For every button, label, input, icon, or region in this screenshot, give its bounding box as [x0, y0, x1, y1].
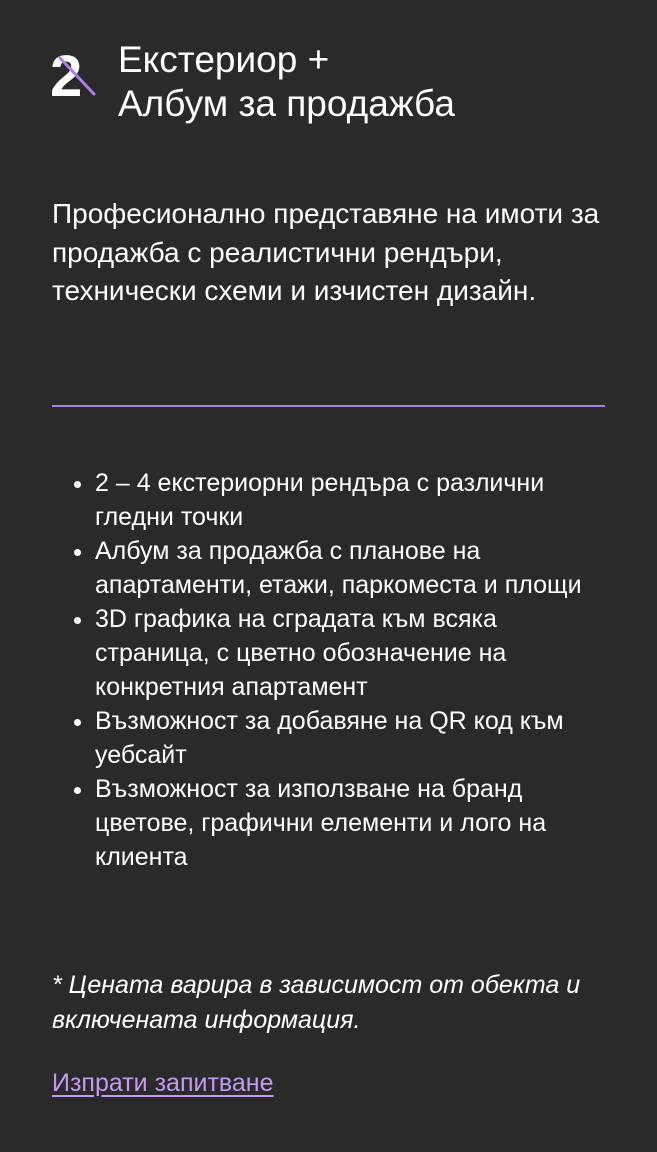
list-item: • 3D графика на сградата към всяка страница, с цветно обозначение на конкретния апартамент: [95, 602, 592, 704]
card-title: [118, 38, 455, 126]
card-description: Професионално представяне на имоти за продажба с реалистични рендъри, технически схеми и изчистен дизайн.: [52, 198, 600, 306]
step-number: 2: [50, 44, 83, 109]
card-title-line-2: Албум за продажба: [118, 83, 455, 124]
list-item: • Възможност за използване на бранд цветове, графични елементи и лого на клиента: [95, 772, 592, 874]
list-item: • 2 – 4 екстериорни рендъра с различни гледни точки: [95, 466, 592, 534]
card-title-line-1: Екстериор +: [118, 39, 330, 80]
strike-slash-icon: [54, 54, 100, 98]
divider: [52, 405, 605, 407]
step-number-badge: [50, 40, 102, 110]
list-item: • Албум за продажба с планове на апартаменти, етажи, паркоместа и площи: [95, 534, 592, 602]
price-note: * Цената варира в зависимост от обекта и включената информация.: [52, 971, 581, 1034]
feature-list: [52, 466, 592, 874]
send-inquiry-link[interactable]: Изпрати запитване: [52, 1069, 274, 1097]
card-header: [50, 40, 455, 126]
list-item: • Възможност за добавяне на QR код към уебсайт: [95, 704, 592, 772]
